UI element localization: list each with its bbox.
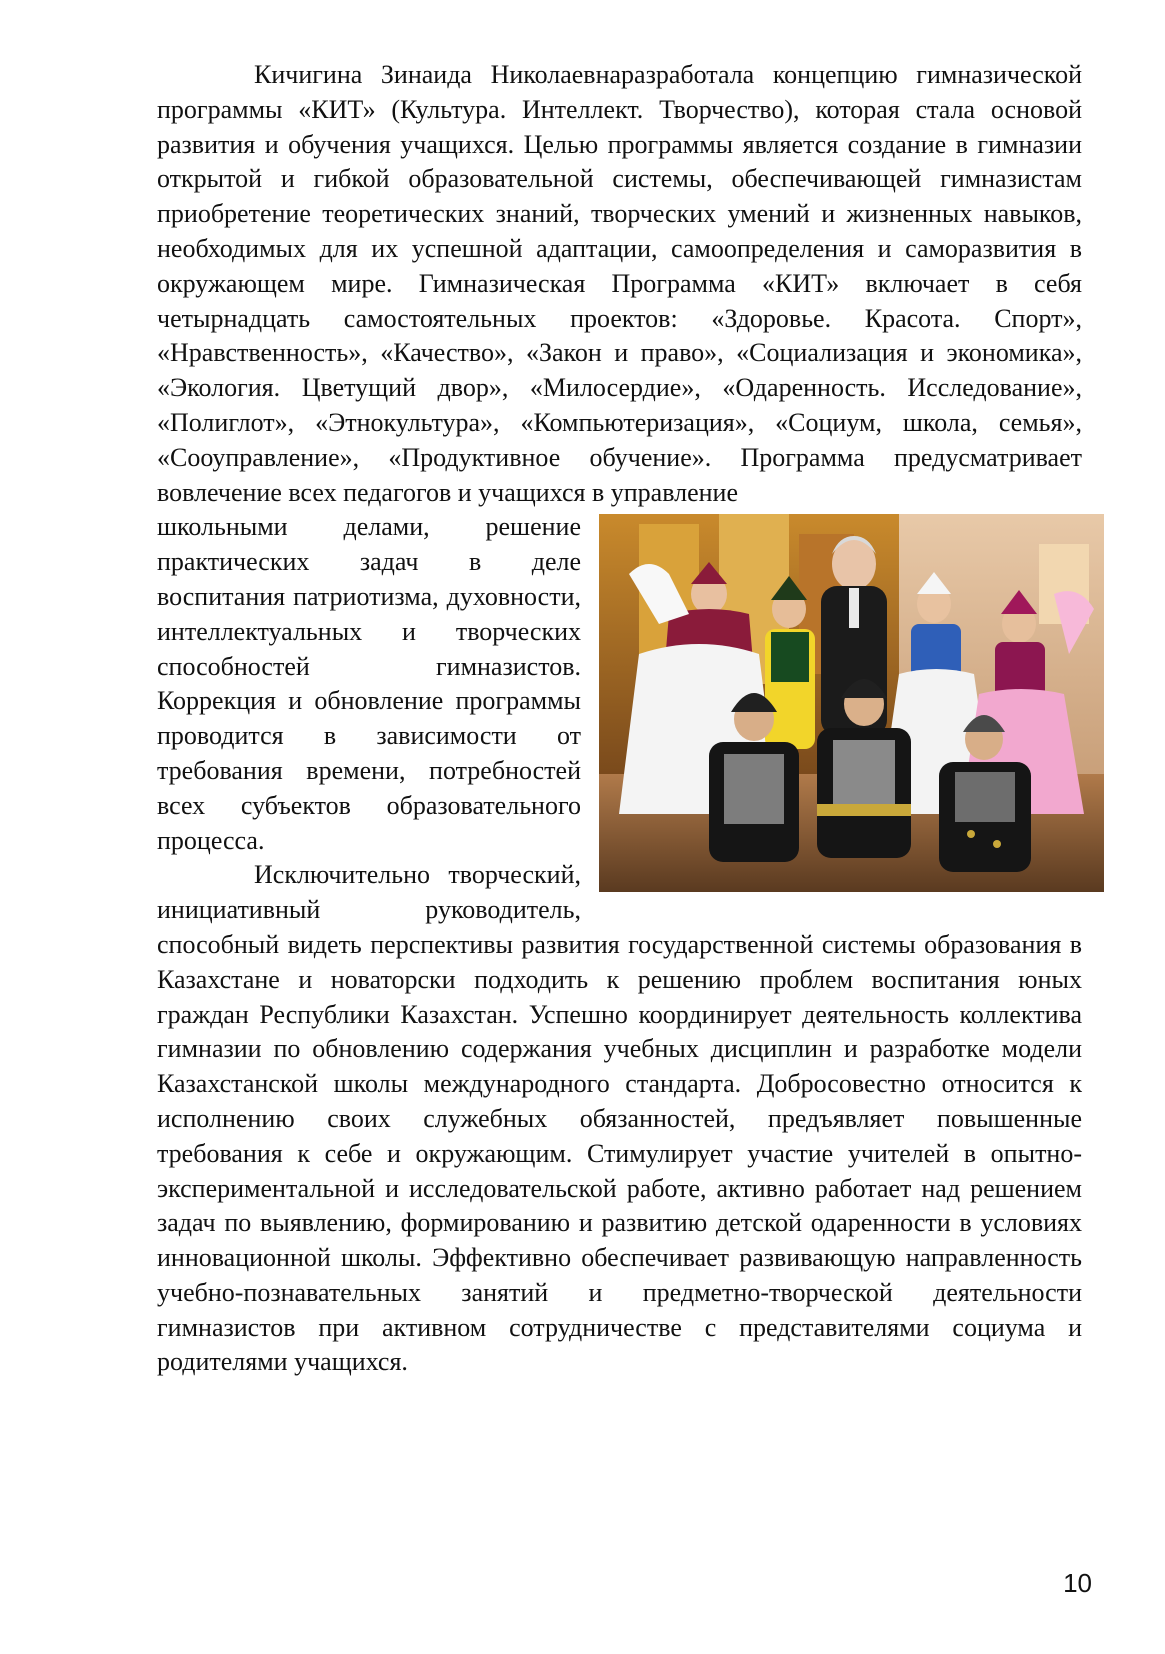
document-page <box>157 58 1082 1380</box>
paragraph-1-continued: школьными делами, решение практических задач в деле воспитания патриотизма, духовности, интеллектуальных и творческих способностей гимназистов. Коррекция и обновление программы проводится в зависимости от требования времени, потребностей всех субъектов образовательного процесса. <box>157 512 581 855</box>
paragraph-1: Кичигина Зинаида Николаевнаразработала концепцию гимназической программы «КИТ» (Культура. Интеллект. Творчество), которая стала основой развития и обучения учащихся. Целью программы является создание в гимназии открытой и гибкой образовательной системы, обеспечивающей гимназистам приобретение теоретических знаний, творческих умений и жизненных навыков, необходимых для их успешной адаптации, самоопределения и саморазвития в окружающем мире. Гимназическая Программа «КИТ» включает в себя четырнадцать самостоятельных проектов: «Здоровье. Красота. Спорт», «Нравственность», «Качество», «Закон и право», «Социализация и экономика», «Экология. Цветущий двор», «Милосердие», «Одаренность. Исследование», «Полиглот», «Этнокультура», «Компьютеризация», «Социум, школа, семья», «Сооуправление», «Продуктивное обучение». Программа предусматривает вовлечение всех педагогов и учащихся в управление <box>157 60 1082 507</box>
group-photo-illustration <box>599 514 1104 892</box>
page-number: 10 <box>1063 1568 1092 1598</box>
group-photo <box>599 514 1104 892</box>
paragraph-2: Исключительно творческий, инициативный руководитель, способный видеть перспективы развития государственной системы образования в Казахстане и новаторски подходить к решению проблем воспитания юных граждан Республики Казахстан. Успешно координирует деятельность коллектива гимназии по обновлению содержания учебных дисциплин и разработке модели Казахстанской школы международного стандарта. Добросовестно относится к исполнению своих служебных обязанностей, предъявляет повышенные требования к себе и окружающим. Стимулирует участие учителей в опытно-экспериментальной и исследовательской работе, активно работает над решением задач по выявлению, формированию и развитию детской одаренности в условиях инновационной школы. Эффективно обеспечивает развивающую направленность учебно-познавательных занятий и предметно-творческой деятельности гимназистов при активном сотрудничестве с представителями социума и родителями учащихся. <box>157 860 1082 1377</box>
